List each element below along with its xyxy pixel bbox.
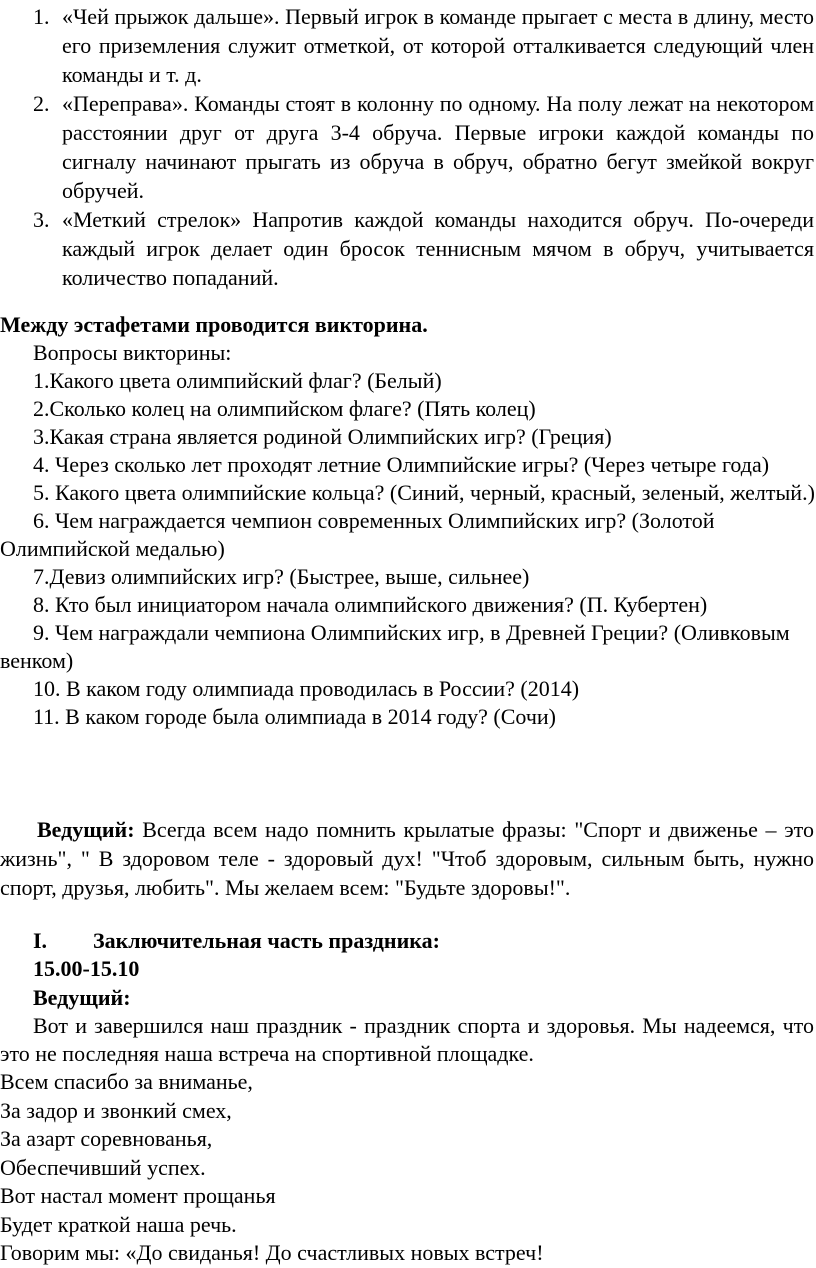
quiz-question: 1.Какого цвета олимпийский флаг? (Белый) <box>33 368 442 393</box>
closing-poem <box>0 1068 816 1268</box>
poem-line: За азарт соревнованья, <box>0 1126 213 1151</box>
closing-paragraph: Вот и завершился наш праздник - праздник спорта и здоровья. Мы надеемся, что это не последняя наша встреча на спортивной площадке. <box>0 1013 814 1066</box>
quiz-heading: Между эстафетами проводится викторина. <box>0 312 428 337</box>
quiz-question: 4. Через сколько лет проходят летние Олимпийские игры? (Через четыре года) <box>33 452 770 477</box>
relay-number: 3. <box>33 207 50 232</box>
poem-line: За задор и звонкий смех, <box>0 1097 232 1123</box>
host-speech-text: Всегда всем надо помнить крылатые фразы: "Спорт и движенье – это жизнь", " В здоровом теле - здоровый дух! "Чтоб здоровым, сильным быть, нужно спорт, друзья, любить". Мы желаем всем: "Будьте здоровы!". <box>0 817 814 900</box>
poem-line: Будет краткой наша речь. <box>0 1211 237 1237</box>
quiz-question: 2.Сколько колец на олимпийском флаге? (Пять колец) <box>33 396 536 421</box>
poem-line: Всем спасибо за вниманье, <box>0 1069 253 1094</box>
section-roman-numeral: I. <box>33 928 48 953</box>
relay-number: 2. <box>33 91 50 116</box>
poem-line: Говорим мы: «До свиданья! До счастливых новых встреч! <box>0 1240 544 1265</box>
relay-list <box>0 0 816 292</box>
quiz-question: 11. В каком городе была олимпиада в 2014 году? (Сочи) <box>33 704 557 729</box>
relay-item <box>0 89 816 205</box>
relay-number: 1. <box>33 4 50 29</box>
quiz-question: 10. В каком году олимпиада проводилась в России? (2014) <box>33 676 580 701</box>
quiz-question: 5. Какого цвета олимпийские кольца? (Синий, черный, красный, зеленый, желтый.) <box>33 480 815 505</box>
final-part-heading <box>33 927 440 955</box>
quiz-intro: Вопросы викторины: <box>33 340 232 365</box>
host-speech-label: Ведущий: <box>37 817 135 842</box>
relay-item <box>0 2 816 89</box>
host-speech <box>0 815 814 902</box>
quiz-question: 8. Кто был инициатором начала олимпийского движения? (П. Кубертен) <box>33 592 708 617</box>
poem-line: Обеспечивший успех. <box>0 1154 206 1180</box>
quiz-question: 3.Какая страна является родиной Олимпийских игр? (Греция) <box>33 424 612 449</box>
final-part-time: 15.00-15.10 <box>33 956 140 981</box>
quiz-question: 7.Девиз олимпийских игр? (Быстрее, выше, сильнее) <box>33 564 530 589</box>
relay-item <box>0 205 816 292</box>
final-part-title: Заключительная часть праздника: <box>93 928 440 953</box>
final-host-label: Ведущий: <box>33 985 131 1010</box>
quiz-question: 6. Чем награждается чемпион современных Олимпийских игр? (Золотой Олимпийской медалью) <box>0 508 715 561</box>
quiz-question: 9. Чем награждали чемпиона Олимпийских игр, в Древней Греции? (Оливковым венком) <box>0 620 790 673</box>
poem-line: Вот настал момент прощанья <box>0 1183 276 1208</box>
relay-text: «Меткий стрелок» Напротив каждой команды находится обруч. По-очереди каждый игрок делает один бросок теннисным мячом в обруч, учитывается количество попаданий. <box>62 207 814 290</box>
relay-text: «Чей прыжок дальше». Первый игрок в команде прыгает с места в длину, место его приземления служит отметкой, от которой отталкивается следующий член команды и т. д. <box>62 4 814 87</box>
quiz-block <box>0 339 816 731</box>
relay-text: «Переправа». Команды стоят в колонну по одному. На полу лежат на некотором расстоянии друг от друга 3-4 обруча. Первые игроки каждой команды по сигналу начинают прыгать из обруча в обруч, обратно бегут змейкой вокруг обручей. <box>62 91 814 203</box>
